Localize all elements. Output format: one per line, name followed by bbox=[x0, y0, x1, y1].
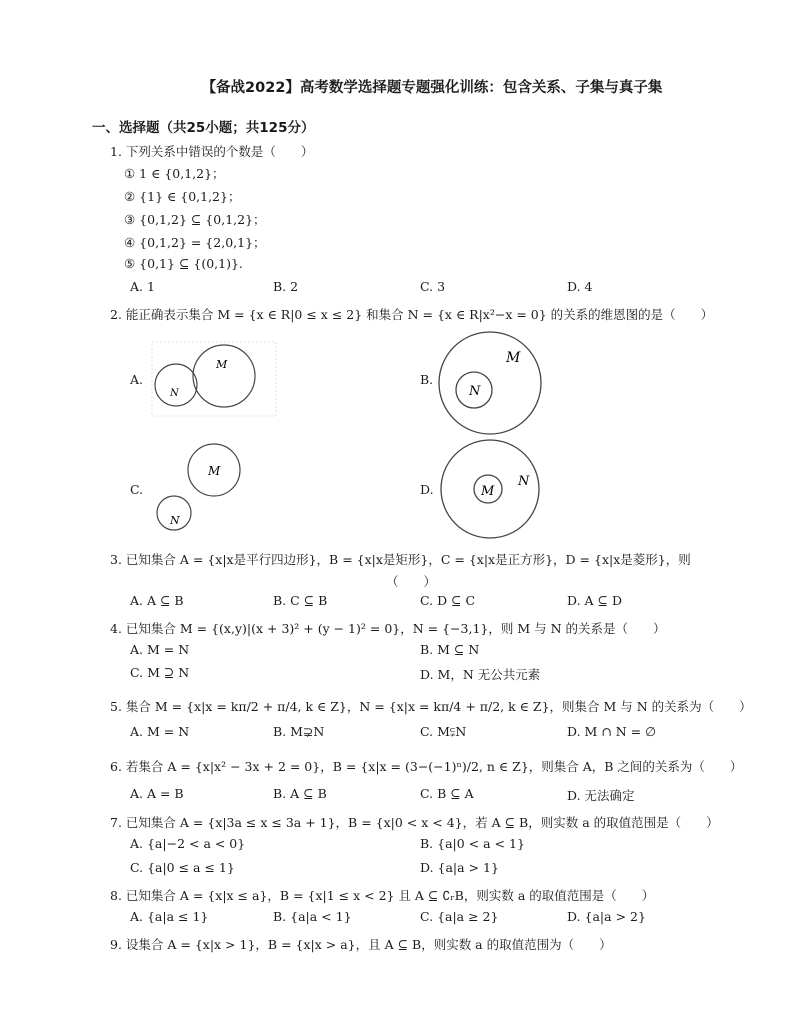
question-2-option-b[interactable]: B. bbox=[420, 372, 434, 387]
question-1-item-4: ④ {0,1,2} = {2,0,1}； bbox=[124, 235, 266, 250]
venn-a-circle-n bbox=[155, 364, 197, 406]
question-5-option-d[interactable]: D. M ∩ N = ∅ bbox=[567, 724, 656, 739]
question-3-stem-tail: （ ） bbox=[386, 574, 437, 589]
venn-c-label-m: M bbox=[208, 464, 221, 478]
question-1-item-2: ② {1} ∈ {0,1,2}； bbox=[124, 189, 241, 204]
question-1-stem: 1. 下列关系中错误的个数是（ ） bbox=[110, 144, 314, 159]
question-7-option-d[interactable]: D. {a|a > 1} bbox=[420, 860, 499, 875]
question-7-option-c[interactable]: C. {a|0 ≤ a ≤ 1} bbox=[130, 860, 235, 875]
question-8-option-d[interactable]: D. {a|a > 2} bbox=[567, 909, 646, 924]
venn-diagram-b bbox=[436, 330, 546, 436]
venn-d-label-n: N bbox=[518, 474, 530, 489]
venn-diagram-c bbox=[152, 442, 252, 534]
venn-c-label-n: N bbox=[170, 514, 180, 527]
question-8-stem: 8. 已知集合 A = {x|x ≤ a}，B = {x|1 ≤ x < 2} 且 A ⊆ ∁ᵣB，则实数 a 的取值范围是（ ） bbox=[110, 888, 655, 903]
question-4-option-c[interactable]: C. M ⊇ N bbox=[130, 665, 190, 680]
venn-a-label-n: N bbox=[170, 388, 179, 399]
question-7-option-a[interactable]: A. {a|−2 < a < 0} bbox=[130, 836, 246, 851]
question-6-option-a[interactable]: A. A = B bbox=[130, 786, 184, 801]
question-1-item-5: ⑤ {0,1} ⊆ {(0,1)}. bbox=[124, 256, 243, 271]
venn-a-label-m: M bbox=[216, 358, 228, 371]
question-4-option-d[interactable]: D. M，N 无公共元素 bbox=[420, 667, 541, 682]
question-4-stem: 4. 已知集合 M = {(x,y)|(x + 3)² + (y − 1)² = 0}，N = {−3,1}，则 M 与 N 的关系是（ ） bbox=[110, 621, 666, 636]
question-3-option-a[interactable]: A. A ⊆ B bbox=[130, 593, 184, 608]
question-5-stem: 5. 集合 M = {x|x = kπ/2 + π/4, k ∈ Z}，N = {x|x = kπ/4 + π/2, k ∈ Z}，则集合 M 与 N 的关系为（ ） bbox=[110, 699, 752, 714]
venn-diagram-d bbox=[438, 438, 544, 540]
question-7-stem: 7. 已知集合 A = {x|3a ≤ x ≤ 3a + 1}，B = {x|0 < x < 4}，若 A ⊆ B，则实数 a 的取值范围是（ ） bbox=[110, 815, 719, 830]
question-8-option-b[interactable]: B. {a|a < 1} bbox=[273, 909, 352, 924]
section-heading: 一、选择题（共25小题；共125分） bbox=[92, 120, 315, 136]
question-3-stem: 3. 已知集合 A = {x|x是平行四边形}，B = {x|x是矩形}，C = {x|x是正方形}，D = {x|x是菱形}，则 bbox=[110, 552, 691, 567]
question-6-option-c[interactable]: C. B ⊆ A bbox=[420, 786, 474, 801]
question-2-stem: 2. 能正确表示集合 M = {x ∈ R|0 ≤ x ≤ 2} 和集合 N = {x ∈ R|x²−x = 0} 的关系的维恩图的是（ ） bbox=[110, 307, 714, 322]
venn-a-circle-m bbox=[193, 345, 255, 407]
question-5-option-a[interactable]: A. M = N bbox=[130, 724, 190, 739]
venn-diagram-a bbox=[150, 340, 280, 420]
question-8-option-a[interactable]: A. {a|a ≤ 1} bbox=[130, 909, 209, 924]
venn-d-label-m: M bbox=[481, 484, 495, 499]
question-3-option-d[interactable]: D. A ⊆ D bbox=[567, 593, 622, 608]
question-8-option-c[interactable]: C. {a|a ≥ 2} bbox=[420, 909, 499, 924]
question-1-option-a[interactable]: A. 1 bbox=[130, 279, 155, 294]
question-1-item-1: ① 1 ∈ {0,1,2}； bbox=[124, 166, 225, 181]
venn-b-label-m: M bbox=[506, 350, 521, 366]
question-9-stem: 9. 设集合 A = {x|x > 1}，B = {x|x > a}，且 A ⊆ B，则实数 a 的取值范围为（ ） bbox=[110, 937, 612, 952]
question-2-option-a[interactable]: A. bbox=[130, 372, 144, 387]
venn-b-label-n: N bbox=[469, 384, 481, 399]
question-1-item-3: ③ {0,1,2} ⊆ {0,1,2}； bbox=[124, 212, 266, 227]
page-title: 【备战2022】高考数学选择题专题强化训练：包含关系、子集与真子集 bbox=[201, 80, 663, 96]
question-7-option-b[interactable]: B. {a|0 < a < 1} bbox=[420, 836, 525, 851]
question-3-option-b[interactable]: B. C ⊆ B bbox=[273, 593, 328, 608]
question-3-option-c[interactable]: C. D ⊆ C bbox=[420, 593, 476, 608]
question-1-option-b[interactable]: B. 2 bbox=[273, 279, 299, 294]
question-6-option-d[interactable]: D. 无法确定 bbox=[567, 788, 635, 803]
question-5-option-c[interactable]: C. M⫋N bbox=[420, 724, 467, 739]
question-6-stem: 6. 若集合 A = {x|x² − 3x + 2 = 0}，B = {x|x = (3−(−1)ⁿ)/2, n ∈ Z}，则集合 A，B 之间的关系为（ ） bbox=[110, 759, 743, 774]
question-5-option-b[interactable]: B. M⊋N bbox=[273, 724, 325, 739]
question-1-option-d[interactable]: D. 4 bbox=[567, 279, 593, 294]
question-2-option-d[interactable]: D. bbox=[420, 482, 434, 497]
question-4-option-b[interactable]: B. M ⊆ N bbox=[420, 642, 480, 657]
question-2-option-c[interactable]: C. bbox=[130, 482, 144, 497]
question-6-option-b[interactable]: B. A ⊆ B bbox=[273, 786, 327, 801]
question-1-option-c[interactable]: C. 3 bbox=[420, 279, 446, 294]
question-4-option-a[interactable]: A. M = N bbox=[130, 642, 190, 657]
